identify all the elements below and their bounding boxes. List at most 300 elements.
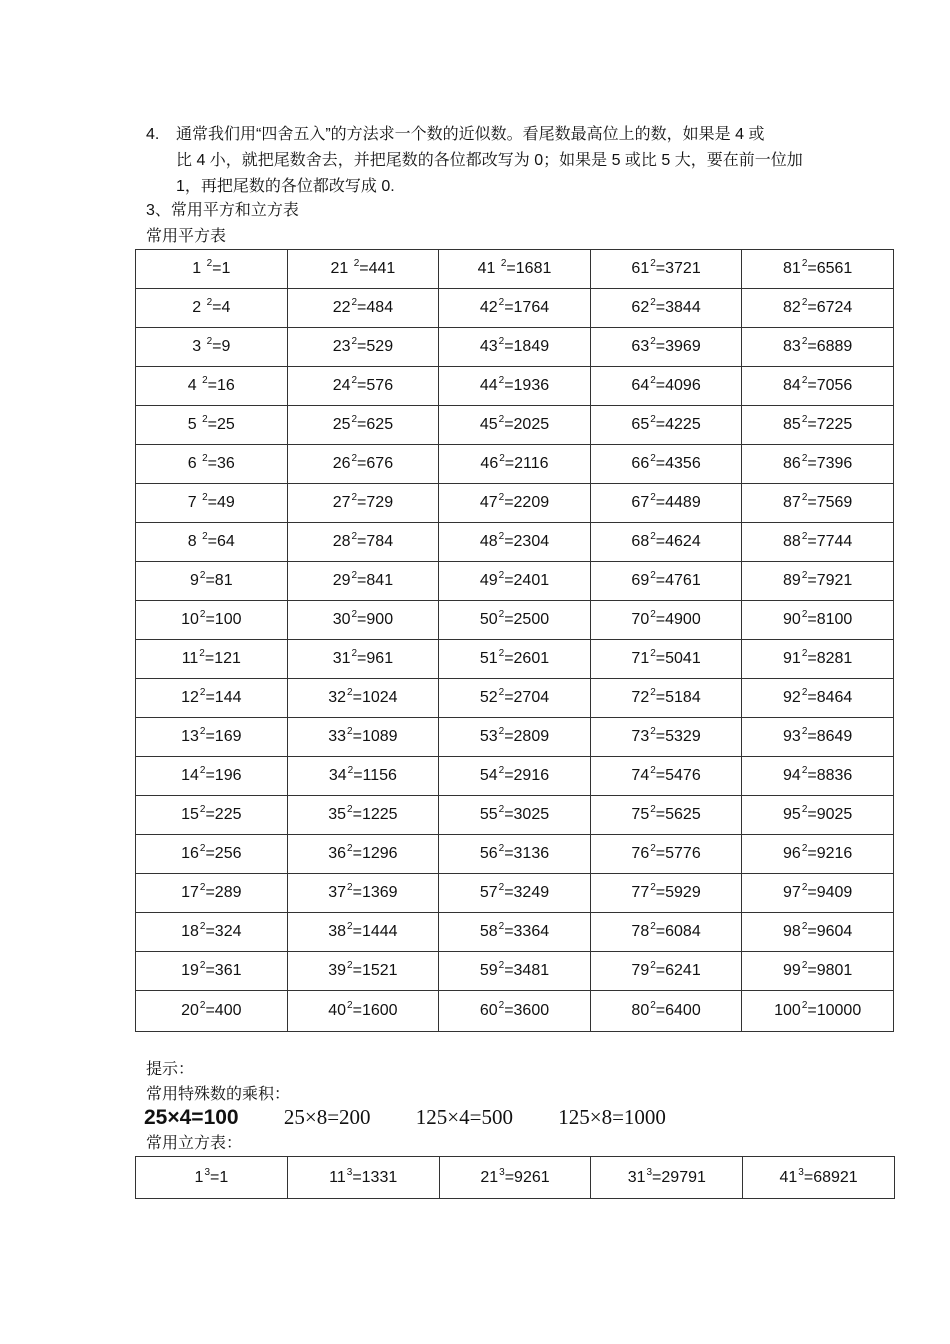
cell-base: 9 [189,572,199,589]
cell-base: 41 [779,1168,798,1186]
cell-exponent: 2 [351,570,358,581]
square-cell [287,718,439,757]
cell-base: 31 [332,650,351,667]
square-cell [439,484,591,523]
table-row [136,601,894,640]
square-cell [439,328,591,367]
square-cell [439,601,591,640]
square-cell [136,484,288,523]
rule-text [176,122,826,200]
square-cell [136,718,288,757]
cell-result: =2116 [504,455,549,472]
square-table-title: 常用平方表 [146,228,227,245]
cell-exponent: 2 [801,687,808,698]
cell-base: 81 [783,260,801,277]
cell-result: =2601 [504,650,550,667]
cell-base: 13 [181,728,199,745]
cell-result: =8464 [807,689,853,706]
square-cell [136,874,288,913]
cell-exponent: 2 [199,609,206,620]
cell-exponent: 2 [199,570,206,581]
cell-exponent: 2 [801,960,808,971]
cell-result: =676 [357,455,394,472]
cell-result: =900 [357,611,394,628]
square-cell [742,952,894,991]
square-cell [287,835,439,874]
cell-base: 75 [631,806,650,823]
cell-exponent: 2 [801,843,808,854]
cell-exponent: 2 [500,258,507,269]
cell-result: =6241 [655,962,701,979]
cell-exponent: 3 [646,1166,653,1178]
square-cell [742,367,894,406]
cell-result: =9216 [807,845,853,862]
square-cell [136,952,288,991]
cell-result: =1 [212,260,231,277]
cell-exponent: 2 [650,1000,656,1011]
cell-exponent: 2 [199,921,206,932]
cell-exponent: 2 [498,960,505,971]
cell-base: 47 [479,494,498,511]
cell-base: 90 [783,611,801,628]
square-cell [590,445,742,484]
cell-result: =144 [205,689,242,706]
square-cell [439,367,591,406]
square-cell [287,874,439,913]
cell-result: =4 [212,299,231,316]
table-row [136,250,894,289]
square-cell [742,796,894,835]
square-cell [287,640,439,679]
cell-exponent: 2 [347,1000,353,1011]
cell-exponent: 2 [206,297,213,308]
cell-result: =2401 [504,572,550,589]
square-cell [136,523,288,562]
cell-base: 27 [332,494,351,511]
cell-base: 16 [181,845,199,862]
square-cell [287,523,439,562]
cell-result: =3844 [655,299,701,316]
cell-result: =1331 [352,1168,398,1186]
cell-base: 58 [479,923,498,940]
cell-exponent: 2 [199,1000,206,1011]
cell-result: =5041 [655,650,701,667]
square-cell [287,367,439,406]
special-product: 25×8=200 [283,1105,371,1129]
cell-exponent: 2 [353,258,360,269]
cell-exponent: 3 [204,1166,210,1178]
cell-result: =68921 [803,1168,858,1186]
square-cell [136,562,288,601]
cube-cell [287,1157,439,1199]
cell-exponent: 2 [199,726,206,737]
square-cell [287,562,439,601]
cell-result: =3136 [504,845,550,862]
cell-result: =2500 [504,611,550,628]
cell-exponent: 2 [347,960,353,971]
cell-base: 50 [479,611,498,628]
square-cell [287,250,439,289]
square-cell [742,718,894,757]
cell-result: =16 [207,377,235,394]
cell-result: =9604 [807,923,853,940]
square-cell [439,991,591,1032]
cell-base: 37 [328,884,347,901]
cell-exponent: 2 [498,375,505,386]
rule-line: 1，再把尾数的各位都改写成 0. [176,178,395,195]
cell-base: 98 [783,923,801,940]
cell-base: 18 [181,923,199,940]
square-cell [590,328,742,367]
cell-exponent: 2 [347,843,353,854]
cell-result: =3364 [504,923,550,940]
cell-base: 53 [479,728,498,745]
cell-exponent: 2 [498,609,505,620]
cell-result: =6400 [655,1002,701,1019]
square-cell [590,679,742,718]
table-row [136,523,894,562]
square-cell [287,445,439,484]
cell-exponent: 2 [498,882,505,893]
cell-result: =9261 [504,1168,550,1186]
cell-result: =29791 [652,1168,706,1186]
cell-base: 72 [631,689,650,706]
square-cell [287,289,439,328]
cell-exponent: 2 [498,1000,505,1011]
cell-base: 28 [332,533,351,550]
cell-result: =1 [210,1168,229,1186]
cell-base: 71 [631,650,650,667]
list-number: 4. [146,126,160,143]
cell-base: 62 [631,299,650,316]
cell-result: =7744 [807,533,853,550]
cell-base: 1 [192,260,206,277]
cell-exponent: 2 [202,453,208,464]
cell-result: =529 [357,338,394,355]
square-cell [136,445,288,484]
cell-exponent: 2 [801,492,808,503]
cell-base: 45 [479,416,498,433]
cell-exponent: 2 [650,336,656,347]
cell-exponent: 2 [801,570,808,581]
square-cell [136,835,288,874]
cell-exponent: 2 [202,375,208,386]
cell-result: =36 [207,455,235,472]
square-cell [439,718,591,757]
cell-result: =2025 [504,416,550,433]
square-cell [439,289,591,328]
rounding-rule-item [146,122,826,200]
cell-result: =1681 [506,260,552,277]
cell-exponent: 2 [498,648,505,659]
cell-base: 73 [631,728,650,745]
cell-base: 60 [479,1002,498,1019]
cell-result: =5776 [655,845,701,862]
cell-base: 30 [332,611,351,628]
square-cell [136,640,288,679]
cell-result: =4096 [655,377,701,394]
cube-table [135,1156,895,1199]
square-cell [287,796,439,835]
cell-exponent: 2 [351,336,358,347]
square-cell [439,913,591,952]
square-cell [439,406,591,445]
table-row [136,796,894,835]
cell-result: =3481 [504,962,550,979]
cell-result: =2304 [504,533,550,550]
cell-exponent: 2 [498,804,505,815]
cell-exponent: 2 [347,726,353,737]
cell-base: 63 [631,338,650,355]
cell-base: 41 [477,260,500,277]
cell-result: =625 [357,416,394,433]
cell-exponent: 2 [498,765,505,776]
table-row [136,718,894,757]
cell-exponent: 2 [801,648,808,659]
cell-result: =49 [207,494,235,511]
cell-result: =1849 [504,338,550,355]
cell-base: 88 [783,533,801,550]
cell-base: 83 [783,338,801,355]
table-row [136,757,894,796]
cell-result: =400 [205,1002,242,1019]
table-row [136,874,894,913]
square-cell [742,640,894,679]
cell-result: =196 [205,767,242,784]
square-cell [590,952,742,991]
cell-result: =1024 [352,689,398,706]
cell-exponent: 2 [351,531,358,542]
square-cell [439,796,591,835]
square-cell [742,523,894,562]
cube-table-title: 常用立方表： [146,1135,243,1152]
cell-result: =4761 [655,572,701,589]
cell-result: =4489 [655,494,701,511]
cell-exponent: 2 [650,921,656,932]
cell-result: =9409 [807,884,853,901]
square-cell [590,796,742,835]
cell-base: 61 [631,260,650,277]
cell-exponent: 2 [650,258,656,269]
square-cell [742,874,894,913]
square-cell [590,718,742,757]
cell-base: 32 [328,689,347,706]
square-cell [742,991,894,1032]
square-cell [439,562,591,601]
cell-base: 94 [783,767,801,784]
cell-result: =6084 [655,923,701,940]
square-cell [590,757,742,796]
cell-result: =1444 [352,923,398,940]
cell-exponent: 2 [801,609,808,620]
cell-base: 11 [181,650,199,667]
cell-exponent: 2 [498,336,505,347]
cell-result: =8649 [807,728,853,745]
square-cell [590,640,742,679]
cell-exponent: 2 [650,414,656,425]
cell-base: 67 [631,494,650,511]
cell-result: =8281 [807,650,853,667]
cell-result: =6724 [807,299,853,316]
cube-cell [439,1157,591,1199]
square-cell [136,679,288,718]
cell-base: 36 [328,845,347,862]
square-cell [590,289,742,328]
section-title: 3、常用平方和立方表 [146,202,299,219]
cell-result: =1156 [353,767,397,784]
cell-exponent: 2 [650,531,656,542]
cell-exponent: 3 [499,1166,505,1178]
cell-exponent: 2 [498,921,505,932]
cell-result: =8100 [807,611,853,628]
cell-base: 42 [479,299,498,316]
cell-result: =100 [205,611,242,628]
square-cell [439,835,591,874]
cell-base: 51 [479,650,498,667]
cell-result: =5929 [655,884,701,901]
square-cell [136,913,288,952]
cell-result: =1296 [352,845,398,862]
cell-base: 2 [192,299,206,316]
cell-result: =4624 [655,533,701,550]
table-row [136,367,894,406]
cell-exponent: 2 [801,258,808,269]
cell-base: 31 [627,1168,646,1186]
square-cell [742,445,894,484]
cell-base: 21 [480,1168,499,1186]
special-products-label: 常用特殊数的乘积： [146,1086,291,1103]
hint-label: 提示： [146,1061,195,1078]
square-cell [590,874,742,913]
cell-result: =4356 [655,455,701,472]
square-cell [590,835,742,874]
cell-result: =7225 [807,416,853,433]
square-cell [742,562,894,601]
cell-result: =729 [357,494,394,511]
cell-base: 86 [783,455,801,472]
table-row [136,484,894,523]
special-product: 125×4=500 [415,1105,513,1129]
cell-result: =3025 [504,806,550,823]
special-product: 25×4=100 [144,1106,239,1129]
cell-result: =324 [205,923,242,940]
cell-base: 8 [187,533,202,550]
cell-base: 33 [328,728,347,745]
cell-exponent: 2 [347,804,353,815]
cell-result: =7396 [807,455,853,472]
cell-exponent: 2 [347,921,353,932]
cell-result: =9025 [807,806,853,823]
cell-base: 25 [332,416,351,433]
cell-exponent: 2 [650,570,656,581]
cell-exponent: 2 [650,804,656,815]
cell-base: 21 [330,260,353,277]
cell-result: =1521 [352,962,398,979]
cell-result: =121 [204,650,241,667]
square-cell [590,406,742,445]
cell-exponent: 2 [801,921,808,932]
cell-base: 14 [181,767,199,784]
square-cell [136,289,288,328]
cell-base: 69 [631,572,650,589]
cell-result: =81 [205,572,233,589]
square-cell [742,835,894,874]
square-cell [590,484,742,523]
cell-exponent: 2 [351,375,358,386]
cell-exponent: 2 [199,960,206,971]
square-cell [287,328,439,367]
cell-base: 92 [783,689,801,706]
square-cell [742,406,894,445]
cell-base: 40 [328,1002,347,1019]
cell-exponent: 2 [801,882,808,893]
cell-exponent: 2 [650,492,656,503]
cell-exponent: 2 [498,297,505,308]
cell-exponent: 2 [801,765,808,776]
square-cell [590,562,742,601]
cell-result: =4225 [655,416,701,433]
table-row [136,289,894,328]
square-cell [742,913,894,952]
cell-result: =6561 [807,260,853,277]
cell-base: 49 [479,572,498,589]
cell-exponent: 2 [498,492,505,503]
cell-exponent: 2 [351,648,358,659]
cell-result: =5625 [655,806,701,823]
cell-exponent: 2 [351,297,358,308]
cell-result: =5476 [655,767,701,784]
cell-exponent: 2 [801,414,808,425]
cell-result: =1764 [504,299,550,316]
square-cell [590,367,742,406]
square-cell [590,250,742,289]
cell-result: =64 [207,533,235,550]
table-row [136,1157,895,1199]
table-row [136,991,894,1032]
cell-exponent: 2 [498,687,505,698]
cell-result: =2809 [504,728,550,745]
cell-result: =841 [357,572,394,589]
cell-base: 93 [783,728,801,745]
cell-base: 79 [631,962,650,979]
cell-base: 12 [181,689,199,706]
cell-result: =25 [207,416,235,433]
cell-exponent: 2 [650,843,656,854]
square-cell [742,328,894,367]
square-cell [439,250,591,289]
cell-exponent: 2 [650,648,656,659]
cell-exponent: 2 [801,297,808,308]
table-row [136,913,894,952]
cell-result: =2209 [504,494,550,511]
cell-base: 4 [187,377,202,394]
square-cell [439,523,591,562]
cell-exponent: 2 [499,453,505,464]
square-cell [287,601,439,640]
cell-result: =7921 [807,572,853,589]
cell-base: 46 [480,455,499,472]
special-product: 125×8=1000 [558,1105,666,1129]
square-cell [136,367,288,406]
cell-exponent: 2 [801,531,808,542]
cell-result: =576 [357,377,394,394]
square-cell [590,913,742,952]
cell-base: 29 [332,572,351,589]
cell-exponent: 2 [650,453,656,464]
rule-line: 通常我们用“四舍五入”的方法求一个数的近似数。看尾数最高位上的数，如果是 4 或 [176,126,765,143]
cell-base: 87 [783,494,801,511]
cell-base: 91 [783,650,801,667]
